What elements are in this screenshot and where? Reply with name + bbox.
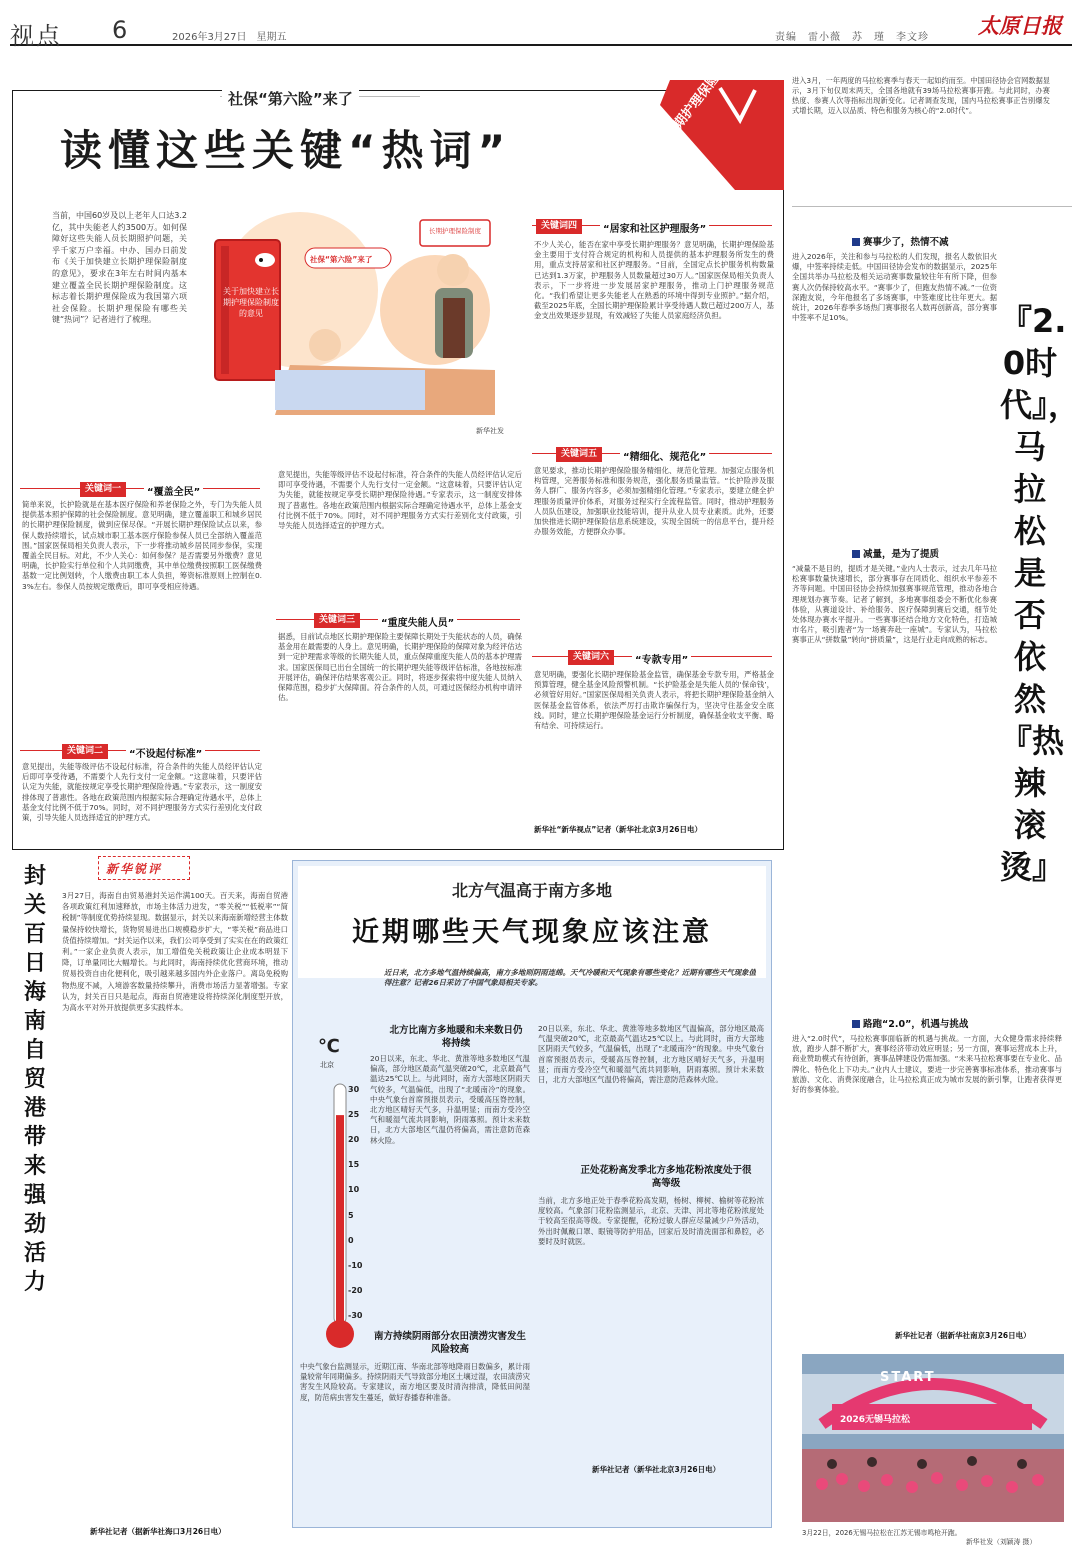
keyword-5-title: “精细化、规范化” <box>620 448 709 463</box>
marathon-para-1: 进入2026年，关注和参与马拉松的人们发现，报名人数依旧火爆，中签率持续走低。中国田径协会发布的数据显示，2025年全国共举办马拉松及相关运动赛事数量较往年有所下降，但参赛人次仍保持较高水平。“赛事少了，但跑友热情不减。”一位资深跑友说，今年他报名了多场赛事，中签难度比往年更大。据统计，2026年春季多场热门赛事报名人数再创新高，部分赛事中签率不足10%。 <box>792 252 997 323</box>
weather-para-3: 当前，北方多地正处于春季花粉高发期，杨树、柳树、榆树等花粉浓度较高。气象部门花粉监测显示，北京、天津、河北等地花粉浓度处于较高至很高等级。专家提醒，花粉过敏人群应尽量减少户外活动，外出时佩戴口罩、眼镜等防护用品，回家后及时清洗面部和鼻腔，必要时及时就医。 <box>538 1196 764 1246</box>
marathon-credit: 新华社记者（据新华社南京3月26日电） <box>895 1331 1031 1340</box>
marathon-para-3: 进入“2.0时代”，马拉松赛事面临新的机遇与挑战。一方面，大众健身需求持续释放，跑步人群不断扩大，赛事经济带动效应明显；另一方面，赛事运营成本上升，商业赞助模式有待创新，赛事品牌建设仍需加强。“未来马拉松赛事要在专业化、品牌化、特色化上下功夫。”业内人士建议，要进一步完善赛事标准体系，推动赛事与旅游、文化、消费深度融合，让马拉松真正成为城市发展的新引擎，让跑者获得更好的参赛体验。 <box>792 1034 1062 1095</box>
side-tag-graphic <box>640 80 784 190</box>
keyword-5-tag: 关键词五 <box>556 447 602 462</box>
thermometer-tick: 30 <box>348 1085 360 1094</box>
thermometer-label: 北京 <box>320 1061 334 1069</box>
keyword-3-body: 据悉，目前试点地区长期护理保险主要保障长期处于失能状态的人员，确保基金用在最需要的人身上。意见明确，长期护理保险的保障对象为经评估达到一定护理需求等级的长期失能人员，重点保障重度失能人员的基本护理需求。国家医保局已出台全国统一的长期护理失能等级评估标准，各地按标准开展评估，确保评估结果客观公正。同时，将逐步探索将中度失能人员纳入保障范围，稳步扩大保障面。符合条件的人员，可通过医保经办机构申请评估。 <box>278 632 522 703</box>
weather-sub-2: 南方持续阴雨部分农田渍涝灾害发生风险较高 <box>373 1331 526 1355</box>
keyword-5-body: 意见要求，推动长期护理保险服务精细化、规范化管理。加强定点服务机构管理，完善服务标准和服务规范，强化服务质量监管。“长护险涉及服务人群广、服务内容多，必须加强精细化管理。”专家表示，要建立健全护理服务质量评价体系，对服务过程实行全流程监管。同时，推动护理服务人员队伍建设，加强职业技能培训，提升从业人员专业素质。此外，还要加快推进长期护理保险信息系统建设，实现全国统一的信息平台，提升经办服务效能，方便群众办事。 <box>534 466 774 537</box>
top-story-credit: 新华社“新华视点”记者（新华社北京3月26日电） <box>534 825 703 834</box>
thermometer-tick: 0 <box>348 1235 354 1245</box>
thermometer-tick: 25 <box>348 1110 360 1120</box>
keyword-4-body: 不少人关心，能否在家中享受长期护理服务？意见明确，长期护理保险基金主要用于支付符合规定的机构和人员提供的基本护理服务所发生的费用，重点支持居家和社区护理服务。“目前，全国定点长护服务机构数量已达到1.3万家，护理服务人员数量超过30万人。”国家医保局相关负责人表示，下一步将进一步发展居家护理服务，推动上门护理服务规范化。“我们希望让更多失能老人在熟悉的环境中得到专业照护。”据介绍，截至2025年底，全国长期护理保险累计享受待遇人数已超过200万人，基金支出效果逐步显现，有效减轻了失能人员家庭经济负担。 <box>534 240 774 321</box>
marathon-subhead-2: 减量，是为了提质 <box>852 548 939 561</box>
thermometer-unit: ℃ <box>318 1036 340 1057</box>
weather-kicker: 北方气温高于南方多地 <box>451 881 612 900</box>
keyword-4-title: “居家和社区护理服务” <box>600 220 709 235</box>
weather-para-1: 20日以来，东北、华北、黄淮等地多数地区气温偏高，部分地区最高气温突破20℃，北京最高气温达25℃以上。与此同时，南方大部地区阴雨天气较多，气温偏低，出现了“北暖南冷”的现象。中央气象台首席预报员表示，受暖高压脊控制，北方地区晴好天气多，升温明显；而南方受冷空气和暖湿气流共同影响，阴雨寡照。预计未来数日，北方大部地区气温仍将偏高，需注意防范森林火险。 <box>370 1054 530 1145</box>
section-name: 视点 <box>10 22 62 50</box>
hainan-credit: 新华社记者（据新华社海口3月26日电） <box>90 1527 226 1536</box>
keyword-1-tag: 关键词一 <box>80 482 126 497</box>
weather-intro: 近日来，北方多地气温持续偏高，南方多地则阴雨连绵。天气冷暖和天气现象有哪些变化？近期有哪些天气现象值得注意？记者26日采访了中国气象局相关专家。 <box>384 968 756 988</box>
photo-credit: 新华社发（刘颖涛 摄） <box>966 1538 1037 1546</box>
marathon-intro: 进入3月，一年两度的马拉松赛季与春天一起如约而至。中国田径协会官网数据显示，3月下旬仅周末两天，全国各地就有39场马拉松赛事开跑。与此同时，办赛热度、参赛人次等指标出现新变化。记者调查发现，国内马拉松赛事正告别爆发式增长期，迈入以品质、特色和服务为核心的“2.0时代”。 <box>792 76 1050 115</box>
photo-caption: 3月22日，2026无锡马拉松在江苏无锡市鸣枪开跑。 <box>802 1529 962 1537</box>
top-story-lead: 当前，中国60岁及以上老年人口达3.2亿，其中失能老人约3500万。如何保障好这些失能人员长期照护问题，关乎千家万户幸福。中办、国办日前发布《关于加快建立长期护理保险制度的意见》，要求在3年左右时间内基本建立覆盖全民长期护理保险制度。这标志着长期护理保险成为我国第六项社会保险。长期护理保险有哪些关键“热词”？记者进行了梳理。 <box>52 211 187 325</box>
keyword-1-title: “覆盖全民” <box>144 483 203 498</box>
marathon-subhead-3: 路跑“2.0”，机遇与挑战 <box>852 1018 968 1031</box>
thermometer-tick: 10 <box>348 1185 360 1195</box>
keyword-2-continued: 意见提出，失能等级评估不设起付标准，符合条件的失能人员经评估认定后即可享受待遇，不需要个人先行支付一定金额。“这意味着，只要评估认定为失能，就能按规定享受长期护理保险待遇。”专家表示，这一制度安排体现了普惠性。各地在政策范围内根据实际合理确定待遇水平，总体上基金支付比例不低于70%。同时，对不同护理服务方式实行差别化支付政策，引导失能人员选择适宜的护理方式。 <box>278 470 522 531</box>
thermometer-tick: 5 <box>348 1210 354 1220</box>
keyword-2-tag: 关键词二 <box>62 744 108 759</box>
marathon-vertical-title: 『2.0时代』，马拉松是否依然『热辣滚烫』 <box>1000 302 1080 886</box>
top-story-title: 读懂这些关键“热词” <box>60 126 512 175</box>
page-number: 6 <box>112 16 128 44</box>
keyword-1-body: 简单来说，长护险就是在基本医疗保险和养老保险之外，专门为失能人员提供基本照护保障的社会保险制度。意见明确，建立覆盖职工和城乡居民的长期护理保险制度，做到应保尽保。“开展长期护理保险试点以来，参保人数持续增长，试点城市职工基本医疗保险参保人员已全部纳入覆盖范围。”国家医保局相关负责人表示，下一步将推动城乡居民同步参保，实现覆盖全民目标。对此，不少人关心：如何参保？是否需要另外缴费？意见明确，长护险实行单位和个人共同缴费，其中单位缴费按照职工医保缴费基数一定比例划转，个人缴费由职工本人负担，筹资标准原则上控制在0.3%左右。参保人员按规定缴费后，即可享受相应待遇。 <box>22 500 262 591</box>
thermometer-tick: 15 <box>348 1160 360 1170</box>
keyword-2-title: “不设起付标准” <box>126 745 205 760</box>
thermometer-tick: -20 <box>348 1285 363 1295</box>
weather-para-2: 中央气象台监测显示，近期江南、华南北部等地降雨日数偏多，累计雨量较常年同期偏多。持续阴雨天气导致部分地区土壤过湿，农田渍涝灾害发生风险较高。专家建议，南方地区要及时清沟排渍，降低田间湿度，防范病虫害发生蔓延，做好春播春种准备。 <box>300 1362 530 1402</box>
illustration-credit: 新华社发 <box>476 427 504 435</box>
keyword-4-tag: 关键词四 <box>536 219 582 234</box>
thermometer-tick: 20 <box>348 1135 360 1145</box>
hainan-vertical-title: 封关百日 海南自贸港带来强劲活力 <box>23 864 69 1295</box>
thermometer-mercury <box>336 1115 344 1334</box>
keyword-3-title: “重度失能人员” <box>378 614 457 629</box>
editors: 责编 雷小薇 苏 瑾 李文珍 <box>775 32 929 43</box>
keyword-2-body: 意见提出，失能等级评估不设起付标准，符合条件的失能人员经评估认定后即可享受待遇，不需要个人先行支付一定金额。“这意味着，只要评估认定为失能，就能按规定享受长期护理保险待遇。”专家表示，这一制度安排体现了普惠性。各地在政策范围内根据实际合理确定待遇水平，总体上基金支付比例不低于70%。同时，对不同护理服务方式实行差别化支付政策，引导失能人员选择适宜的护理方式。 <box>22 762 262 823</box>
issue-date: 2026年3月27日 星期五 <box>172 32 287 43</box>
illustration-book-title: 关于加快建立长期护理保险制度的意见 <box>223 287 279 318</box>
hainan-body: 3月27日，海南自由贸易港封关运作满100天。百天来，海南自贸港各项政策红利加速释放，市场主体活力迸发，“零关税”“低税率”“简税制”等制度优势持续显现。数据显示，封关以来海南新增经营主体数量保持较快增长，货物贸易进出口规模稳步扩大，“零关税”商品进口货值持续增加。“封关运作以来，我们公司享受到了实实在在的政策红利。”一家企业负责人表示，加工增值免关税政策让企业成本明显下降，订单量同比大幅增长。与此同时，海南持续优化营商环境，推动贸易投资自由化便利化，吸引越来越多国内外企业落户。离岛免税购物热度不减，入境游客数量持续攀升，消费市场活力显著增强。专家认为，封关百日只是起点，海南自贸港建设将持续深化制度型开放，为高水平对外开放提供更多实践样本。 <box>62 891 288 1013</box>
illustration-sign: 长期护理保险制度 <box>429 227 481 235</box>
thermometer-tick: -30 <box>348 1311 363 1320</box>
hainan-badge: 新华锐评 <box>106 862 163 876</box>
thermometer-tick: -10 <box>348 1260 363 1270</box>
illustration-care <box>195 200 520 440</box>
top-story-kicker: 社保“第六险”来了 <box>222 88 359 109</box>
side-tag-label: 长期护理保险 <box>663 70 724 142</box>
marathon-para-2: “减量不是目的，提质才是关键。”业内人士表示，过去几年马拉松赛事数量快速增长，部分赛事存在同质化、组织水平参差不齐等问题。中国田径协会持续加强赛事规范管理，推动各地合理规划办赛节奏。记者了解到，多地赛事组委会不断优化参赛体验，从赛道设计、补给服务、医疗保障到赛后交通，细节处处体现办赛水平提升。一些赛事还结合地方文化特色，打造城市名片，吸引跑者“为一场赛奔赴一座城”。专家认为，马拉松赛事正从“拼数量”转向“拼质量”，这是行业走向成熟的标志。 <box>792 564 997 645</box>
weather-sub-3: 正处花粉高发季北方多地花粉浓度处于很高等级 <box>580 1165 752 1189</box>
weather-sub-1: 北方比南方多地暖和未来数日仍将持续 <box>389 1025 523 1049</box>
weather-credit: 新华社记者（新华社北京3月26日电） <box>592 1465 721 1474</box>
weather-para-1-cont: 20日以来，东北、华北、黄淮等地多数地区气温偏高，部分地区最高气温突破20℃，北京最高气温达25℃以上。与此同时，南方大部地区阴雨天气较多，气温偏低，出现了“北暖南冷”的现象。中央气象台首席预报员表示，受暖高压脊控制，北方地区晴好天气多，升温明显；而南方受冷空气和暖湿气流共同影响，阴雨寡照。预计未来数日，北方大部地区气温仍将偏高，需注意防范森林火险。 <box>538 1024 764 1085</box>
newspaper-logo: 太原日报 <box>978 13 1062 38</box>
photo-event: 2026无锡马拉松 <box>840 1415 911 1425</box>
illustration-bubble: 社保“第六险”来了 <box>310 255 373 264</box>
keyword-3-tag: 关键词三 <box>314 613 360 628</box>
photo-banner: START <box>880 1370 936 1385</box>
keyword-6-title: “专款专用” <box>632 651 691 666</box>
keyword-6-tag: 关键词六 <box>568 650 614 665</box>
keyword-6-body: 意见明确，要强化长期护理保险基金监管，确保基金专款专用，严格基金预算管理，健全基金风险预警机制。“长护险基金是失能人员的‘保命钱’，必须管好用好。”国家医保局相关负责人表示，将把长期护理保险基金纳入医保基金监管体系，依法严厉打击欺诈骗保行为，坚决守住基金安全底线。同时，建立长期护理保险基金运行分析制度，确保基金收支平衡、略有结余、可持续运行。 <box>534 670 774 731</box>
weather-title: 近期哪些天气现象应该注意 <box>352 917 712 948</box>
marathon-subhead-1: 赛事少了，热情不减 <box>852 236 949 249</box>
